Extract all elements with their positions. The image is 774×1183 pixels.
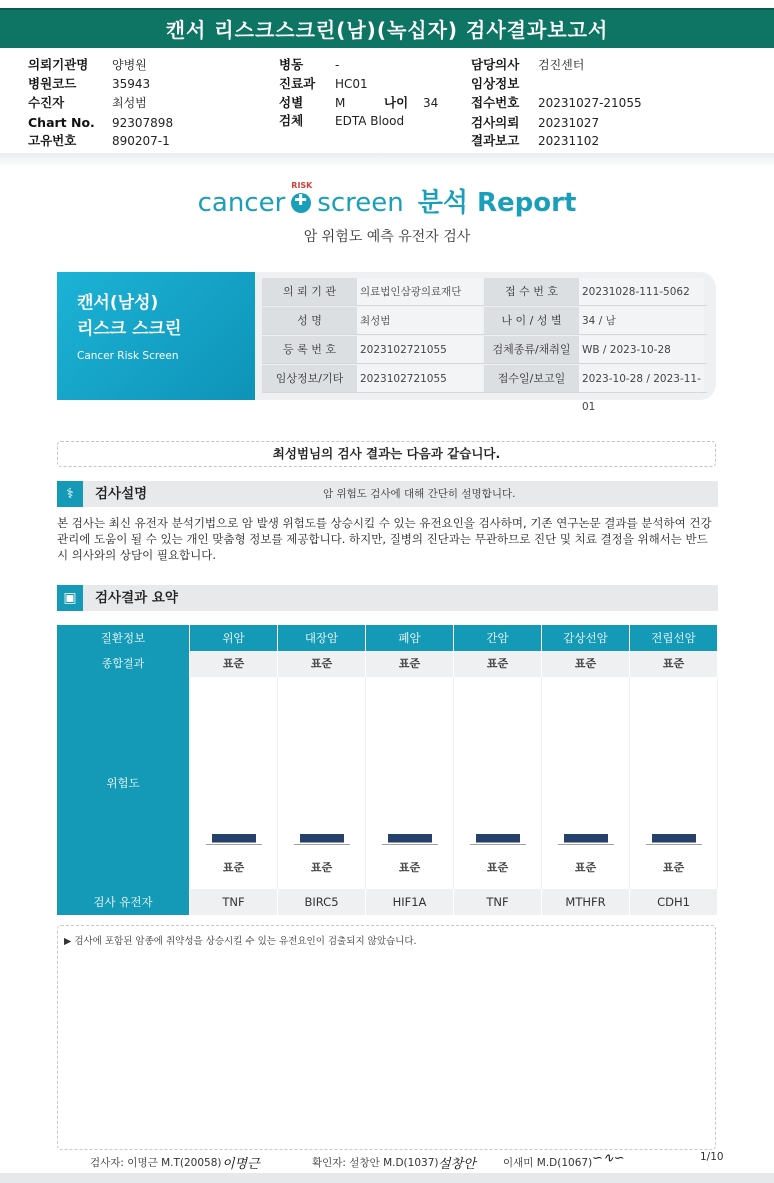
header-value: 92307898 (112, 116, 174, 130)
card-title2: 리스크 스크린 (77, 319, 182, 339)
section-note: 암 위험도 검사에 대해 간단히 설명합니다. (323, 488, 516, 500)
header-value: - (335, 58, 340, 72)
risk-label: 표준 (310, 861, 333, 874)
gene-cell: MTHFR (542, 889, 630, 915)
header-row: 진료과 (279, 76, 316, 91)
disease-cell: 폐암 (366, 625, 454, 651)
bottom-band (0, 1173, 774, 1183)
tester: 검사자: 이명근 M.T(20058) (90, 1157, 222, 1169)
row-label: 질환정보 (57, 625, 190, 651)
disease-cell: 대장암 (278, 625, 366, 651)
risk-cell (366, 677, 454, 889)
header-value: 20231027-21055 (538, 96, 642, 110)
header-value: 35943 (112, 77, 151, 91)
card-product (57, 272, 255, 400)
risk-cell (278, 677, 366, 889)
description-text: 본 검사는 최신 유전자 분석기법으로 암 발생 위험도를 상승시킬 수 있는 유전요인을 검사하며, 기존 연구논문 결과를 분석하여 건강 관리에 도움이 될 수 있는 개인 맞춤형 정보를 제공합니다. 하지만, 질병의 진단과는 무관하므로 진단 및 치료 결정을 위해서는 반드시 의사와의 상담이 필요합니다. (57, 516, 712, 562)
header-row: 성별 (279, 95, 304, 110)
summary-cell: 표준 (542, 651, 630, 677)
risk-label: 표준 (662, 861, 685, 874)
summary-cell: 표준 (366, 651, 454, 677)
header-value: 20231102 (538, 134, 600, 148)
brand-logo (0, 182, 774, 219)
card-title1: 캔서(남성) (77, 293, 159, 313)
footer (0, 1153, 774, 1175)
row-label: 종합결과 (57, 651, 190, 677)
intro-message: 최성범님의 검사 결과는 다음과 같습니다. (57, 441, 716, 467)
page-number: 1/10 (700, 1151, 724, 1163)
patient-card (57, 272, 716, 413)
results-header-row (57, 625, 718, 651)
doctor2: 이새미 M.D(1067) (503, 1157, 593, 1169)
header-row: 검체 (279, 113, 304, 128)
risk-cell (190, 677, 278, 889)
stethoscope-icon: ⚕ (57, 481, 83, 507)
header-value: 양병원 (112, 58, 147, 72)
header-row: 병동 (279, 57, 304, 72)
gene-cell: CDH1 (630, 889, 718, 915)
results-summary-row (57, 651, 718, 677)
card-title-en: Cancer Risk Screen (77, 350, 179, 362)
risk-bar (212, 834, 256, 843)
header-value: 34 (423, 96, 439, 110)
card-row: 의 뢰 기 관 의료법인삼광의료재단 접 수 번 호 20231028-111-5062 (262, 278, 707, 306)
risk-bar (652, 834, 696, 843)
risk-label: 표준 (222, 861, 245, 874)
risk-bar (476, 834, 520, 843)
row-label: 검사 유전자 (57, 889, 190, 915)
header-row: Chart No. (28, 115, 95, 130)
header-row: 병원코드 (28, 76, 77, 91)
header-row: 검사의뢰 (471, 115, 520, 130)
header-row (28, 55, 88, 74)
brand-report: 분석 Report (417, 188, 577, 218)
risk-bar (388, 834, 432, 843)
confirmer: 확인자: 설창안 M.D(1037) (312, 1157, 439, 1169)
disease-cell: 위암 (190, 625, 278, 651)
summary-cell: 표준 (630, 651, 718, 677)
disease-cell: 갑상선암 (542, 625, 630, 651)
brand-subtitle: 암 위험도 예측 유전자 검사 (303, 229, 471, 245)
header-info (0, 55, 774, 150)
risk-bar (300, 834, 344, 843)
section-description-header (57, 481, 718, 507)
disease-cell: 간암 (454, 625, 542, 651)
header-row: 담당의사 (471, 57, 520, 72)
risk-cell (542, 677, 630, 889)
gene-cell: TNF (190, 889, 278, 915)
card-table (262, 278, 707, 413)
header-value: 890207-1 (112, 134, 170, 148)
brand-screen: screen (317, 188, 404, 218)
results-table (57, 625, 718, 915)
row-label: 위험도 (57, 677, 190, 889)
header-value: 최성범 (112, 96, 147, 110)
tester-signature: 이명근 (222, 1157, 260, 1172)
card-row: 성 명 최성범 나 이 / 성 별 34 / 남 (262, 307, 707, 335)
gene-cell: HIF1A (366, 889, 454, 915)
header-value: HC01 (335, 77, 368, 91)
header-row: 결과보고 (471, 133, 520, 148)
summary-cell: 표준 (454, 651, 542, 677)
risk-label: 표준 (486, 861, 509, 874)
header-row: 수진자 (28, 95, 65, 110)
header-label: 의뢰기관명 (28, 57, 89, 72)
header-row: 임상정보 (471, 76, 520, 91)
result-note (57, 925, 716, 1150)
gene-cell: TNF (454, 889, 542, 915)
card-row: 임상정보/기타 2023102721055 접수일/보고일 2023-10-28 / 2023-11-01 (262, 365, 707, 393)
folder-icon: ▣ (57, 585, 83, 611)
section-title: 검사결과 요약 (95, 590, 178, 606)
header-row: 고유번호 (28, 133, 77, 148)
results-risk-row (57, 677, 718, 889)
results-gene-row (57, 889, 718, 915)
brand-risk-icon: RISK ✚ (291, 193, 311, 213)
note-text: ▶ 검사에 포함된 암종에 취약성을 상승시킬 수 있는 유전요인이 검출되지 않았습니다. (64, 936, 417, 947)
gene-cell: BIRC5 (278, 889, 366, 915)
summary-cell: 표준 (278, 651, 366, 677)
section-summary-header (57, 585, 718, 611)
summary-cell: 표준 (190, 651, 278, 677)
header-value: M (335, 96, 346, 110)
risk-cell (630, 677, 718, 889)
brand-cancer: cancer (197, 188, 286, 218)
card-row: 등 록 번 호 2023102721055 검체종류/채취일 WB / 2023-10-28 (262, 336, 707, 364)
confirmer-signature: 설창안 (438, 1157, 476, 1172)
disease-cell: 전립선암 (630, 625, 718, 651)
section-title: 검사설명 (95, 486, 148, 502)
risk-label: 표준 (574, 861, 597, 874)
risk-label: 표준 (398, 861, 421, 874)
header-value: 검진센터 (538, 58, 585, 72)
header-value: EDTA Blood (335, 114, 405, 128)
doctor2-signature: ∽∿∽ (592, 1151, 625, 1166)
header-divider (0, 153, 774, 167)
header-row: 나이 (384, 95, 409, 110)
report-title: 캔서 리스크스크린(남)(녹십자) 검사결과보고서 (0, 8, 774, 48)
risk-bar (564, 834, 608, 843)
header-row: 접수번호 (471, 95, 520, 110)
header-value: 20231027 (538, 116, 600, 130)
risk-cell (454, 677, 542, 889)
